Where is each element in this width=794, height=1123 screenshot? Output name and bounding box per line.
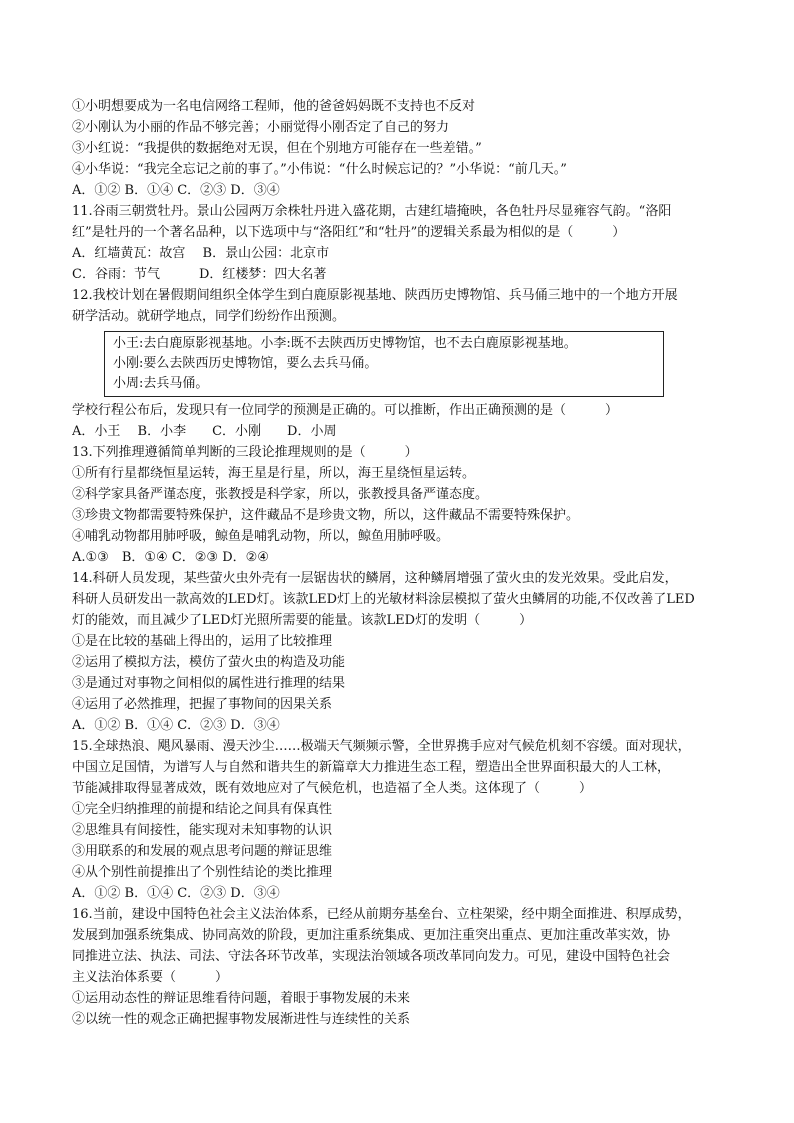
q15-choices: A．①② B．①④ C．②③ D．③④ — [72, 886, 280, 901]
q14-option-2: ②运用了模拟方法，模仿了萤火虫的构造及功能 — [72, 655, 346, 670]
q11-choices-cd: C．谷雨：节气 D．红楼梦：四大名著 — [72, 267, 327, 282]
q16-option-1: ①运用动态性的辩证思维看待问题，着眼于事物发展的未来 — [72, 991, 411, 1006]
q10-option-4: ④小华说：“我完全忘记之前的事了。”小伟说：“什么时候忘记的？”小华说：“前几天。” — [72, 162, 567, 177]
question-13 — [72, 442, 732, 568]
q12-stem-line-2: 研学活动。就研学地点，同学们纷纷作出预测。 — [72, 309, 346, 324]
q10-option-2: ②小刚认为小丽的作品不够完善；小丽觉得小刚否定了自己的努力 — [72, 120, 450, 135]
q11-choices-ab: A．红墙黄瓦：故宫 B．景山公园：北京市 — [72, 246, 330, 261]
question-16 — [72, 904, 732, 1030]
q12-prediction-1: 小王:去白鹿原影视基地。小李:既不去陕西历史博物馆，也不去白鹿原影视基地。 — [113, 336, 577, 351]
q14-option-1: ①是在比较的基础上得出的，运用了比较推理 — [72, 634, 333, 649]
q15-stem-line-3: 节能减排取得显著成效，既有效地应对了气候危机，也造福了全人类。这体现了（ ） — [72, 781, 593, 796]
q14-stem-line-2: 科研人员研发出一款高效的LED灯。该款LED灯上的光敏材料涂层模拟了萤火虫鳞屑的功能,不仅改善了LED — [72, 592, 695, 607]
question-12 — [72, 285, 732, 442]
q13-option-2: ②科学家具备严谨态度，张教授是科学家，所以，张教授具备严谨态度。 — [72, 487, 489, 502]
q16-stem-line-3: 同推进立法、执法、司法、守法各环节改革，实现法治领域各项改革同向发力。可见，建设中国特色社会 — [72, 949, 671, 964]
q13-choices: A.①③ B．①④ C．②③ D．②④ — [72, 550, 269, 565]
q10-choices: A．①② B．①④ C．②③ D．③④ — [72, 183, 280, 198]
q12-prediction-box — [104, 331, 664, 397]
q11-stem-line-1: 11.谷雨三朝赏牡丹。景山公园两万余株牡丹进入盛花期，古建红墙掩映，各色牡丹尽显雍容气韵。“洛阳 — [72, 204, 672, 219]
q16-stem-line-1: 16.当前，建设中国特色社会主义法治体系，已经从前期夯基垒台、立柱架梁，经中期全面推进、积厚成势， — [72, 907, 691, 922]
q14-choices: A．①② B．①④ C．②③ D．③④ — [72, 718, 280, 733]
q13-option-4: ④哺乳动物都用肺呼吸，鲸鱼是哺乳动物，所以，鲸鱼用肺呼吸。 — [72, 529, 450, 544]
q12-stem-line-3: 学校行程公布后，发现只有一位同学的预测是正确的。可以推断，作出正确预测的是（ ） — [72, 403, 619, 418]
q16-stem-line-2: 发展到加强系统集成、协同高效的阶段，更加注重系统集成、更加注重突出重点、更加注重改革实效，协 — [72, 928, 671, 943]
q14-stem-line-1: 14.科研人员发现，某些萤火虫外壳有一层锯齿状的鳞屑，这种鳞屑增强了萤火虫的发光效果。受此启发， — [72, 571, 678, 586]
question-11 — [72, 201, 732, 285]
question-14 — [72, 568, 732, 736]
q10-option-1: ①小明想要成为一名电信网络工程师，他的爸爸妈妈既不支持也不反对 — [72, 99, 476, 114]
q13-option-3: ③珍贵文物都需要特殊保护，这件藏品不是珍贵文物，所以，这件藏品不需要特殊保护。 — [72, 508, 580, 523]
q14-stem-line-3: 灯的能效，而且减少了LED灯光照所需要的能量。该款LED灯的发明（ ） — [72, 613, 533, 628]
exam-page — [72, 96, 732, 1030]
q12-stem-line-1: 12.我校计划在暑假期间组织全体学生到白鹿原影视基地、陕西历史博物馆、兵马俑三地中的一个地方开展 — [72, 288, 678, 303]
q13-option-1: ①所有行星都绕恒星运转，海王星是行星，所以，海王星绕恒星运转。 — [72, 466, 476, 481]
q15-option-3: ③用联系的和发展的观点思考问题的辩证思维 — [72, 844, 333, 859]
q15-option-1: ①完全归纳推理的前提和结论之间具有保真性 — [72, 802, 333, 817]
q15-stem-line-1: 15.全球热浪、飓风暴雨、漫天沙尘……极端天气频频示警，全世界携手应对气候危机刻不容缓。面对现状， — [72, 739, 691, 754]
q14-option-3: ③是通过对事物之间相似的属性进行推理的结果 — [72, 676, 346, 691]
q15-option-4: ④从个别性前提推出了个别性结论的类比推理 — [72, 865, 333, 880]
q16-option-2: ②以统一性的观念正确把握事物发展渐进性与连续性的关系 — [72, 1012, 411, 1027]
question-15 — [72, 736, 732, 904]
q10-option-3: ③小红说：“我提供的数据绝对无误，但在个别地方可能存在一些差错。” — [72, 141, 482, 156]
q15-option-2: ②思维具有间接性，能实现对未知事物的认识 — [72, 823, 333, 838]
q16-stem-line-4: 主义法治体系要（ ） — [72, 970, 229, 985]
q12-prediction-2: 小刚:要么去陕西历史博物馆，要么去兵马俑。 — [113, 356, 378, 371]
question-10-tail — [72, 96, 732, 201]
q11-stem-line-2: 红”是牡丹的一个著名品种，以下选项中与“洛阳红”和“牡丹”的逻辑关系最为相似的是（ ） — [72, 225, 626, 240]
q15-stem-line-2: 中国立足国情，为谱写人与自然和谐共生的新篇章大力推进生态工程，塑造出全世界面积最大的人工林， — [72, 760, 671, 775]
q13-stem: 13.下列推理遵循简单判断的三段论推理规则的是（ ） — [72, 445, 418, 460]
q12-choices: A．小王 B．小李 C．小刚 D．小周 — [72, 424, 337, 439]
q12-prediction-3: 小周:去兵马俑。 — [113, 376, 209, 391]
q14-option-4: ④运用了必然推理，把握了事物间的因果关系 — [72, 697, 333, 712]
